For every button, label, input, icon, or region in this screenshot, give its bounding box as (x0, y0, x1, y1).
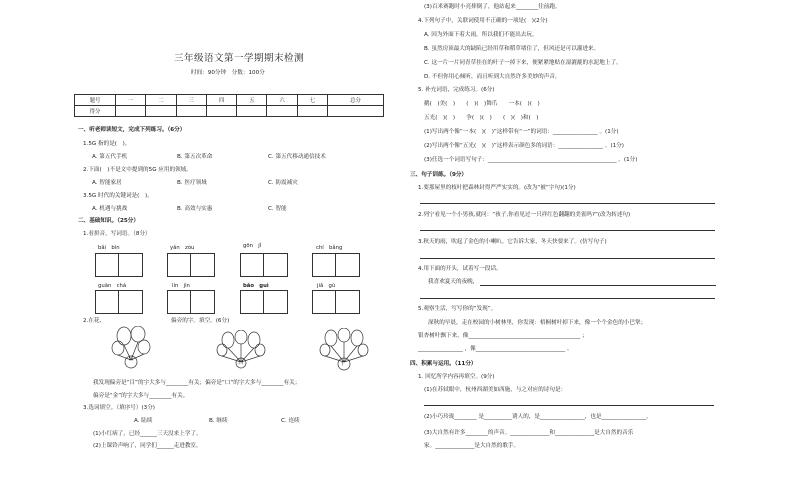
answer-line[interactable] (480, 285, 716, 286)
q2-option-b[interactable]: B. 医疗领域 (177, 180, 207, 186)
writing-grid[interactable] (95, 253, 143, 277)
writing-grid[interactable] (312, 290, 360, 314)
idiom-row-1: 鹅( )美( ) ( )( )舞爪 一本( )( ) (424, 101, 540, 107)
sentence-task-4-opening: 我喜欢夏天的夜晚， (428, 279, 479, 285)
pinyin-label: chí bǎng (316, 245, 343, 251)
q3-option-a[interactable]: A. 机遇与挑战 (92, 206, 128, 212)
score-header-cell: 六 (267, 95, 297, 106)
conjunction-question: 4.下列句子中，关联词使用不正确的一项是( )(2分) (418, 18, 548, 24)
section-4-heading: 四、积累与运用。（11分） (410, 361, 477, 367)
word-choice-option-b[interactable]: B. 继续 (209, 418, 228, 424)
page-title: 三年级语文第一学期期末检测 (174, 53, 305, 64)
pinyin-label: bǎo guì (243, 283, 269, 289)
recall-question: 1. 回忆所学内容再填空。(9分) (418, 374, 495, 380)
exam-meta: 时间：90分钟 分数：100分 (191, 70, 265, 76)
question-3: 3.5G 时代的关键词是( )。 (83, 193, 153, 199)
score-header-cell: 总分 (328, 95, 384, 106)
score-header-cell: 四 (206, 95, 236, 106)
idiom-question: 5. 补充词语，完成练习。(6分) (418, 87, 495, 93)
flower-radical-3: 亻 (341, 361, 347, 367)
conjunction-option-b[interactable]: B. 虽然房顶最大的缺陷已经用草和稻草堵住了，但风还是可以灌进来。 (424, 46, 600, 52)
flower-radical-2: 口 (238, 360, 244, 366)
score-header-cell: 三 (176, 95, 206, 106)
flower-radical-1: 日 (128, 356, 134, 362)
writing-grid[interactable] (240, 253, 288, 277)
score-input-cell[interactable] (146, 106, 176, 117)
section-3-heading: 三、句子训练。（9分） (410, 172, 468, 178)
q3-option-b[interactable]: B. 高效与实惠 (177, 206, 213, 212)
pinyin-label: lín jìn (172, 283, 190, 289)
word-choice-sentence-1: (1)小红病了，已经______三天没来上学了。 (93, 431, 202, 437)
score-input-cell[interactable] (267, 106, 297, 117)
q3-option-c[interactable]: C. 智能 (268, 206, 287, 212)
conjunction-option-a[interactable]: A. 因为外面下着大雨，所以我们不能出去玩。 (424, 32, 538, 38)
sentence-task-5-text-2: 银杏树叶飘下来，像________________________________________ ； (418, 333, 588, 339)
recall-subquestion-2: (2)小巧玲珑________ 是__________诱人的，是________________，也是________________。 (424, 414, 652, 420)
recall-subquestion-3: (3)大自然有许多________的声音。______________和______________是大自然的音乐 (424, 430, 634, 436)
idiom-subquestion-1: (1)写出两个像“一本( )( )”这样带有“一”的词语：________________ 。(1分) (424, 129, 619, 135)
sentence-task-5-text-1: 深秋的早晨，走在校园的小树林里，你发现：梧桐树叶掉下来，像一个个金色的小巴掌； (428, 320, 647, 326)
answer-line[interactable] (424, 405, 714, 406)
writing-grid[interactable] (240, 290, 288, 314)
score-header-cell: 一 (116, 95, 146, 106)
word-choice-option-c[interactable]: C. 连续 (281, 418, 300, 424)
pinyin-label: yǎn zòu (170, 245, 195, 251)
pinyin-label: guān chá (98, 283, 127, 289)
flower-question-prefix: 2.在花、 (83, 318, 106, 324)
sentence-task-4: 4.用下面的开头，试着写一段话。 (418, 266, 502, 272)
idiom-subquestion-2: (2)写出两个像“五光( )( )”这样表示颜色多的词语：________________ 。(1分) (424, 143, 624, 149)
sentence-task-2: 2.列宁看见一个小男孩,就问：“孩子,你看见过一只祥红色翻翻的美雀吗?”(改为转述句) (418, 212, 631, 218)
score-input-cell[interactable] (206, 106, 236, 117)
idiom-row-2: 五光( )( ) 争( )( ) ( )( )和( ) (424, 115, 539, 121)
section-2-heading: 二、基础知识。（25分） (78, 218, 139, 224)
word-choice-sentence-3: (3)百米赛跑时小亮摔倒了，他站起来________往前跑。 (424, 4, 561, 10)
score-input-cell[interactable] (176, 106, 206, 117)
score-input-cell[interactable] (116, 106, 146, 117)
q1-option-a[interactable]: A. 第五代手机 (92, 154, 128, 160)
writing-grid[interactable] (95, 290, 143, 314)
answer-line[interactable] (420, 230, 715, 231)
pinyin-label: gōn jǐ (243, 243, 262, 249)
score-row-label: 得分 (75, 106, 116, 117)
q1-option-c[interactable]: C. 第五代移动通信技术 (268, 154, 326, 160)
recall-subquestion-3-cont: 家。______________是大自然的歌手。 (424, 443, 520, 449)
conjunction-option-c[interactable]: C. 这一片一片同青草挂在的叶子一掉下来，便紧紧地贴在湿漉漉的水泥地上了。 (424, 60, 622, 66)
word-choice-question: 3.选词填空。（填序号）(3分) (83, 405, 155, 411)
score-input-cell[interactable] (297, 106, 327, 117)
answer-line[interactable] (420, 203, 715, 204)
sentence-task-1: 1.要那屋里的枝叶把森林封得严严实实的。(改为“被”字句)(1分) (418, 185, 576, 191)
pinyin-label: bǎi bìn (98, 245, 120, 251)
word-choice-option-a[interactable]: A. 陆续 (134, 418, 153, 424)
writing-grid[interactable] (167, 253, 215, 277)
pinyin-question: 1.看拼音，写词语。（8分） (83, 231, 151, 237)
sentence-task-3: 3.秋天的雨，吹起了金色的小喇叭。它告诉大家，冬天快要来了。(仿写句子) (418, 239, 607, 245)
word-choice-sentence-2: (2)上课铃声响了，同学们______走进教室。 (93, 443, 202, 449)
section-1-heading: 一、听老师读短文，完成下列练习。（6分） (78, 127, 186, 133)
sentence-task-5: 5.观察生活，写写你的“发现”。 (418, 306, 497, 312)
q1-option-b[interactable]: B. 第五次革命 (177, 154, 213, 160)
score-header-cell: 二 (146, 95, 176, 106)
idiom-subquestion-3: (3)任选一个词语写句子：______________________________________________ 。(1分) (424, 157, 638, 163)
question-2: 2.下面( )不是文中提到的5G 应用的领域。 (83, 167, 192, 173)
score-input-cell[interactable] (237, 106, 267, 117)
answer-line[interactable] (420, 258, 715, 259)
flower-question-suffix: 偏旁的字。填空。(6分) (171, 318, 230, 324)
recall-subquestion-1: (1)在苏轼眼中，杭州西湖美如西施，与之对应的诗句是： (424, 387, 567, 393)
flower-drawing-1 (104, 326, 164, 370)
answer-line[interactable] (420, 298, 715, 299)
score-input-cell[interactable] (328, 106, 384, 117)
sentence-task-5-text-3: ________________ ，像________________________________ 。 (418, 346, 573, 352)
writing-grid[interactable] (312, 253, 360, 277)
score-table (74, 94, 384, 117)
radical-finding-line-1: 我发现偏旁是“目”的字大多与________有关；偏旁是“口”的字大多与________有关； (93, 380, 301, 386)
score-header-cell: 五 (237, 95, 267, 106)
conjunction-option-d[interactable]: D. 不但你用心倾听，而且听到大自然许多美妙的声音。 (424, 74, 561, 80)
q2-option-c[interactable]: C. 防震减灾 (268, 180, 298, 186)
question-1: 1.5G 指的是( )。 (83, 141, 131, 147)
score-header-cell: 题号 (75, 95, 116, 106)
pinyin-label: jiǎ gù (317, 283, 336, 289)
radical-finding-line-2: 偏旁是“金”的字大多与________有关。 (93, 393, 189, 399)
writing-grid[interactable] (167, 290, 215, 314)
score-header-cell: 七 (297, 95, 327, 106)
q2-option-a[interactable]: A. 智能家居 (92, 180, 122, 186)
